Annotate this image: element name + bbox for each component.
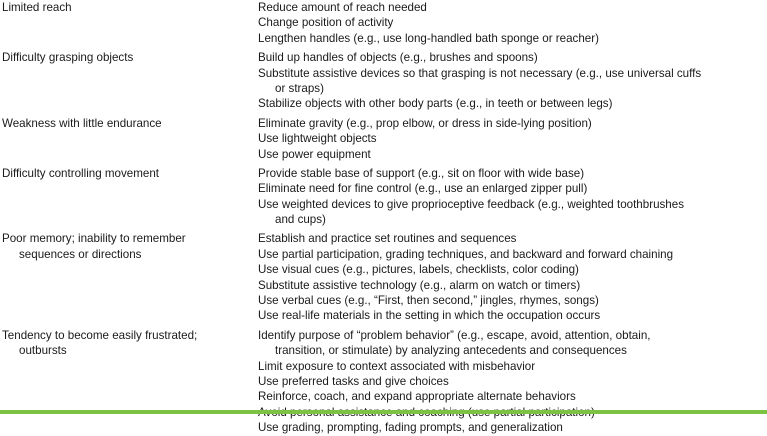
strategy-text: Eliminate need for fine control (e.g., use an enlarged zipper pull) [258, 182, 588, 196]
table-row [0, 0, 767, 46]
strategy-text: Identify purpose of “problem behavior” (e.g., escape, avoid, attention, obtain, [258, 328, 651, 342]
strategy-item [258, 31, 767, 46]
strategy-text: Use power equipment [258, 147, 371, 161]
strategies-cell [258, 0, 767, 46]
strategy-text: or straps) [275, 81, 324, 95]
table-row [0, 166, 767, 228]
strategy-text: transition, or stimulate) by analyzing antecedents and consequences [275, 344, 627, 358]
problem-text: Difficulty controlling movement [2, 166, 160, 180]
problem-cell [0, 0, 258, 15]
problem-cell [0, 166, 258, 181]
strategy-item [258, 359, 767, 374]
strategy-text: Use grading, prompting, fading prompts, and generalization [258, 421, 563, 435]
strategy-item [258, 15, 767, 30]
strategies-cell [258, 116, 767, 162]
strategy-item [258, 96, 767, 111]
strategy-text: Eliminate gravity (e.g., prop elbow, or dress in side-lying position) [258, 116, 592, 130]
strategy-item [258, 247, 767, 262]
strategies-cell [258, 328, 767, 436]
strategies-cell [258, 166, 767, 228]
strategy-item [258, 374, 767, 389]
strategy-text: Limit exposure to context associated with misbehavior [258, 359, 536, 373]
strategy-text: Use lightweight objects [258, 132, 377, 146]
problem-cell [0, 50, 258, 65]
strategy-text: Reduce amount of reach needed [258, 1, 427, 14]
strategy-text: Provide stable base of support (e.g., sit on floor with wide base) [258, 166, 585, 180]
strategy-item [258, 181, 767, 196]
strategy-text: and cups) [275, 213, 326, 227]
strategy-text: Change position of activity [258, 16, 394, 30]
table-row [0, 50, 767, 112]
problem-text: Limited reach [2, 1, 72, 14]
strategy-text: Use partial participation, grading techniques, and backward and forward chaining [258, 247, 674, 261]
strategy-item [258, 389, 767, 404]
strategy-text: Build up handles of objects (e.g., brushes and spoons) [258, 51, 538, 65]
strategy-text: Establish and practice set routines and sequences [258, 232, 517, 246]
problem-cell [0, 231, 258, 262]
strategies-cell [258, 50, 767, 112]
strategy-text: Use preferred tasks and give choices [258, 374, 449, 388]
strategy-text: Stabilize objects with other body parts (e.g., in teeth or between legs) [258, 97, 613, 111]
table-row [0, 116, 767, 162]
problem-text: outbursts [19, 344, 67, 358]
problem-text: Tendency to become easily frustrated; [2, 328, 198, 342]
strategy-item [258, 420, 767, 435]
strategy-item [258, 66, 767, 97]
strategy-text: Substitute assistive technology (e.g., alarm on watch or timers) [258, 278, 581, 292]
strategy-item [258, 197, 767, 228]
strategies-cell [258, 231, 767, 323]
strategy-item [258, 0, 767, 15]
problem-text: Poor memory; inability to remember [2, 232, 186, 246]
strategy-text: Use verbal cues (e.g., “First, then second,” jingles, rhymes, songs) [258, 294, 599, 308]
problem-text: Difficulty grasping objects [2, 51, 134, 65]
strategy-text: Use visual cues (e.g., pictures, labels, checklists, color coding) [258, 263, 579, 277]
strategy-text: Reinforce, coach, and expand appropriate alternate behaviors [258, 390, 576, 404]
strategy-item [258, 293, 767, 308]
strategy-text: Use weighted devices to give proprioceptive feedback (e.g., weighted toothbrushes [258, 197, 685, 211]
problem-text: sequences or directions [19, 247, 142, 261]
strategy-item [258, 166, 767, 181]
strategy-text: Use real-life materials in the setting in which the occupation occurs [258, 309, 601, 323]
table-row [0, 231, 767, 323]
strategy-item [258, 328, 767, 359]
strategy-item [258, 262, 767, 277]
problem-text: Weakness with little endurance [2, 116, 162, 130]
strategy-item [258, 116, 767, 131]
strategy-text: Lengthen handles (e.g., use long-handled bath sponge or reacher) [258, 31, 599, 45]
problem-cell [0, 116, 258, 131]
strategy-item [258, 231, 767, 246]
strategy-item [258, 50, 767, 65]
strategy-item [258, 278, 767, 293]
strategy-item [258, 308, 767, 323]
strategy-text: Substitute assistive devices so that grasping is not necessary (e.g., use universal cuffs [258, 66, 702, 80]
strategy-item [258, 131, 767, 146]
problem-cell [0, 328, 258, 359]
strategy-item [258, 147, 767, 162]
bottom-rule [0, 410, 767, 414]
table-row [0, 328, 767, 436]
